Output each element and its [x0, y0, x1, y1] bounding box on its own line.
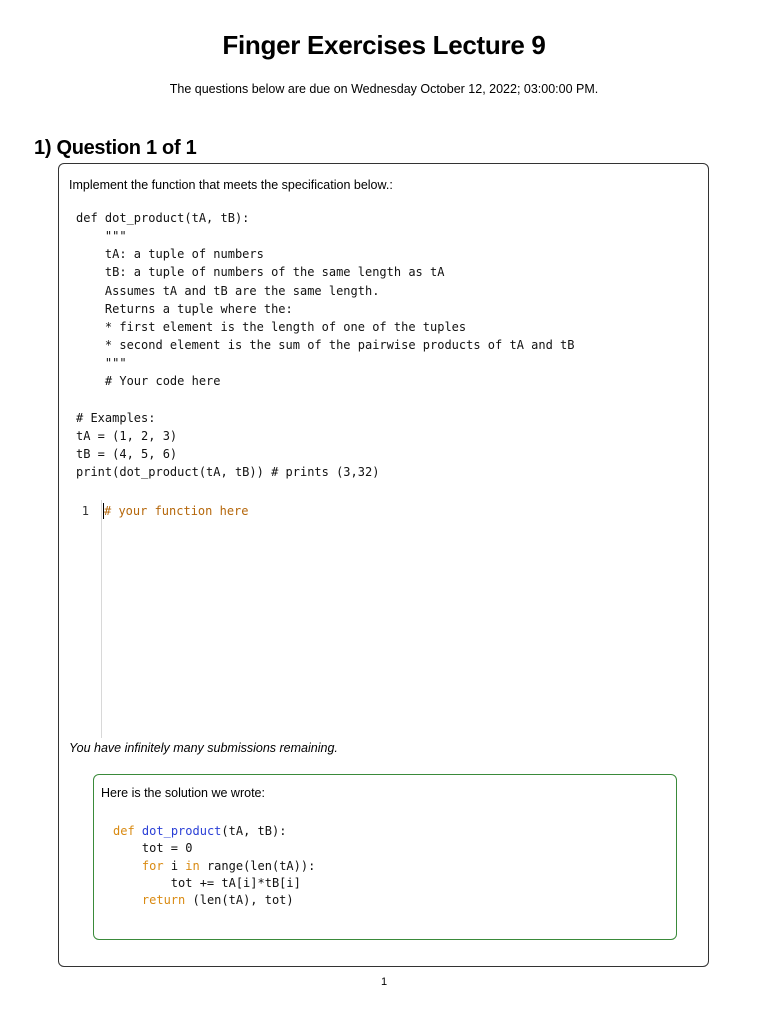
- loop-rest: range(len(tA)):: [199, 858, 316, 873]
- keyword-in: in: [185, 858, 200, 873]
- specification-code: def dot_product(tA, tB): """ tA: a tuple of numbers tB: a tuple of numbers of the same length as tA Assumes tA and tB are the same length. Returns a tuple where the: * first element is the length of one of the tuples * second element is the sum of the pairwise products of tA and tB """ # Your code here # Examples: tA = (1, 2, 3) tB = (4, 5, 6) print(dot_product(tA, tB)) # prints (3,32): [76, 211, 575, 480]
- line-number: 1: [81, 504, 89, 518]
- solution-intro: Here is the solution we wrote:: [101, 786, 265, 800]
- solution-line-4: tot += tA[i]*tB[i]: [113, 875, 301, 890]
- editor-code-line[interactable]: # your function here: [104, 504, 249, 518]
- return-rest: (len(tA), tot): [185, 893, 294, 908]
- keyword-return: return: [141, 893, 186, 908]
- keyword-for: for: [141, 858, 164, 873]
- page-number: 1: [380, 976, 388, 988]
- solution-code: [113, 823, 315, 909]
- editor-gutter: [70, 500, 102, 738]
- question-heading: 1) Question 1 of 1: [34, 137, 197, 159]
- function-name: dot_product: [141, 824, 222, 838]
- submissions-remaining-text: You have infinitely many submissions remaining.: [69, 741, 338, 755]
- question-prompt: Implement the function that meets the specification below.:: [69, 178, 393, 192]
- loop-var: i: [163, 858, 186, 873]
- signature-rest: (tA, tB):: [221, 824, 287, 838]
- due-date-text: The questions below are due on Wednesday October 12, 2022; 03:00:00 PM.: [169, 82, 599, 96]
- solution-line-2: tot = 0: [113, 841, 193, 856]
- keyword-def: def: [113, 824, 135, 838]
- page-title: Finger Exercises Lecture 9: [222, 30, 546, 60]
- code-editor[interactable]: [70, 500, 690, 738]
